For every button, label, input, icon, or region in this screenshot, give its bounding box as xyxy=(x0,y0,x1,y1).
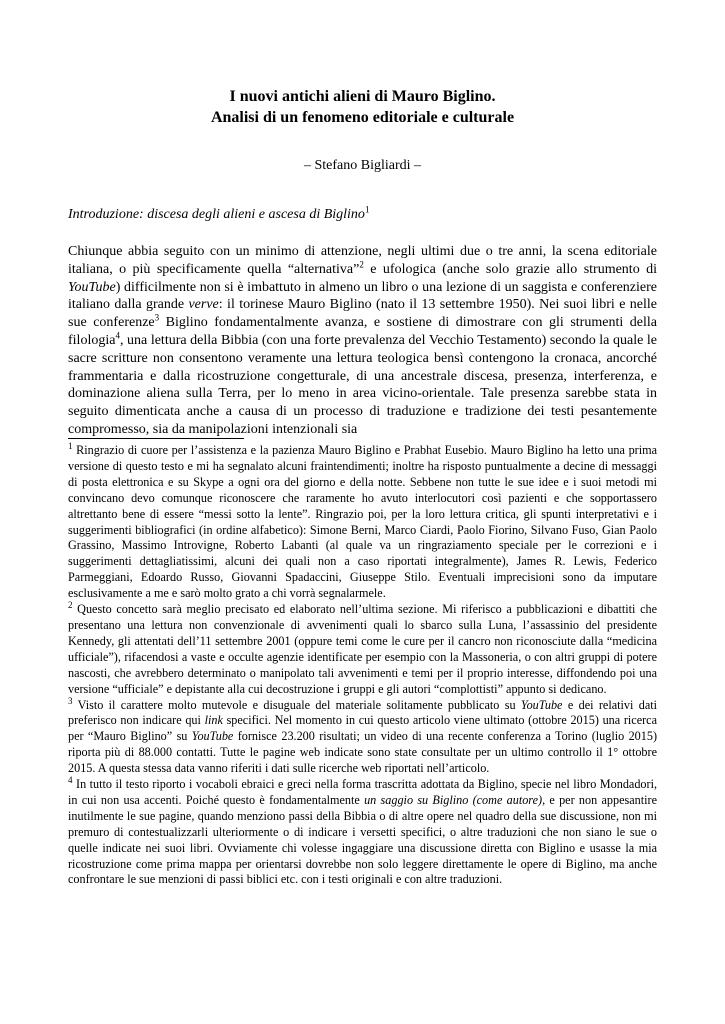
section-heading-text: Introduzione: discesa degli alieni e ascesa di Biglino xyxy=(68,207,365,222)
footnote-ref-2: 2 xyxy=(359,259,364,270)
footnote-text: Questo concetto sarà meglio precisato ed elaborato nell’ultima sezione. Mi riferisco a pubblicazioni e dibattiti che presentano una lettura non convenzionale di avvenimenti quali lo sbarco sulla Luna, l’assassinio del presidente Kennedy, gli attentati dell’11 settembre 2001 (oppure temi come le cure per il cancro non riconosciute dalla “medicina ufficiale”), rifacendosi a vaste e occulte agenzie identificate per esempio con la Massoneria, o con altri gruppi di potere nascosti, che avrebbero determinato o manipolato tali avvenimenti e temi per il proprio interesse, diffondendo poi una versione “ufficiale” e depistante alla cui decostruzione i gruppi e gli autori “complottisti” appunto si dedicano. xyxy=(68,602,657,696)
footnote-italic: un saggio su Biglino (come autore) xyxy=(364,792,543,807)
body-text: e ufologica (anche solo grazie allo strumento di xyxy=(363,261,657,277)
body-italic: verve xyxy=(188,297,219,313)
title-line-2: Analisi di un fenomeno editoriale e culturale xyxy=(210,109,515,126)
footnote-separator xyxy=(68,438,244,439)
footnote-2 xyxy=(68,602,657,697)
body-text: Biglino fondamentalmente avanza, e sostiene di dimostrare con gli strumenti della filologia xyxy=(68,315,657,348)
footnote-text: Visto il carattere molto mutevole e disuguale del materiale solitamente pubblicato su xyxy=(72,697,521,712)
footnote-number: 1 xyxy=(68,440,73,451)
footnote-text: , e per non appesantire inutilmente le sue pagine, quando menziono passi della Bibbia o di altre opere nel quadro della sue discussione, non mi premuro di contestualizzarli ulteriormente o di indicare i versetti specifici, o altre traduzioni che non siano le sue o quelle indicate nei suoi libri. Ovviamente chi volesse ingaggiare una discussione diretta con Biglino e usasse la mia ricostruzione come prima mappa per orientarsi dovrebbe non solo leggere direttamente le opere di Biglino, ma anche confrontare le sue menzioni di passi biblici etc. con i testi originali e con altre traduzioni. xyxy=(68,792,657,887)
author-line: – Stefano Bigliardi – xyxy=(303,158,422,173)
footnote-text: specifici. Nel momento in cui questo articolo viene ultimato (ottobre 2015) una ricerca per “Mauro Biglino” su xyxy=(68,713,657,744)
footnote-ref-3: 3 xyxy=(154,312,160,323)
footnote-number: 4 xyxy=(68,774,73,785)
footnote-ref-1: 1 xyxy=(364,204,370,215)
footnote-italic: YouTube xyxy=(520,697,563,712)
section-heading xyxy=(68,206,668,224)
footnote-text: e dei relativi dati preferisco non indicare qui xyxy=(68,697,658,728)
body-text: Chiunque abbia seguito con un minimo di attenzione, negli ultimi due o tre anni, la scena editoriale italiana, o più specificamente quella “alternativa” xyxy=(68,244,657,277)
footnote-number: 2 xyxy=(68,600,73,610)
footnote-3 xyxy=(68,695,658,778)
footnote-1 xyxy=(68,440,657,602)
paper-title xyxy=(60,86,665,128)
footnote-italic: YouTube xyxy=(191,729,234,744)
body-paragraph xyxy=(68,243,657,439)
body-text: , una lettura della Bibbia (con una forte prevalenza del Vecchio Testamento) secondo la quale le sacre scritture non consentono veramente una lettura teologica bensì contengono la cronaca, ancorché frammentaria e dalla ricostruzione congetturale, di una ancestrale discesa, presenza, interferenza, e dominazione aliena sulla Terra, per lo meno in area vicino-orientale. Tale presenza sarebbe stata in seguito dimenticata anche a causa di un processo di traduzione e tradizione dei testi pesantemente compromesso, sia da manipolazioni intenzionali sia xyxy=(68,332,657,437)
body-text: ) difficilmente non si è imbattuto in almeno un libro o una lezione di un saggista e conferenziere italiano dalla grande xyxy=(68,279,657,313)
footnote-4 xyxy=(68,774,657,888)
footnote-number: 3 xyxy=(68,695,73,706)
footnotes xyxy=(68,440,658,888)
title-line-1: I nuovi antichi alieni di Mauro Biglino. xyxy=(229,88,496,105)
footnote-text: fornisce 23.200 risultati; un video di una recente conferenza a Torino (luglio 2015) riporta più di 88.000 contatti. Tutte le pagine web indicate sono state consultate per un ultimo controllo il 1° ottobre 2015. A questa stessa data vanno riferiti i dati sulle ricerche web riportati nell’articolo. xyxy=(68,729,657,776)
footnote-ref-4: 4 xyxy=(115,330,120,341)
body-italic: YouTube xyxy=(68,279,116,295)
body-text: : il torinese Mauro Biglino (nato il 13 settembre 1950). Nei suoi libri e nelle sue conferenze xyxy=(68,297,657,331)
footnote-italic: link xyxy=(204,713,223,728)
footnote-text: Ringrazio di cuore per l’assistenza e la pazienza Mauro Biglino e Prabhat Eusebio. Mauro Biglino ha letto una prima versione di questo testo e mi ha segnalato alcuni fraintendimenti; inoltre ha risposto puntualmente a decine di messaggi di posta elettronica e su Skype a ogni ora del giorno e della notte. Sebbene non tutte le sue idee e i suoi metodi mi convincano devo comunque riconoscere che raramente ho avuto interlocutori così pazienti e che sopportassero altrettanto bene di essere “messi sotto la lente”. Ringrazio poi, per la loro lettura critica, gli spunti interpretativi e i suggerimenti bibliografici (in ordine alfabetico): Simone Berni, Marco Ciardi, Paolo Fiorino, Silvano Fuso, Gian Paolo Grassino, Massimo Introvigne, Roberto Labanti (al quale va un ringraziamento speciale per le correzioni e i suggerimenti dettagliatissimi, alcuni dei quali non a caso riportati integralmente), James R. Lewis, Federico Parmeggiani, Edoardo Russo, Giovanni Spadaccini, Giuseppe Stilo. Eventuali imprecisioni sono da imputare esclusivamente a me e sarò molto grato a chi vorrà segnalarmele. xyxy=(68,443,657,601)
footnote-text: In tutto il testo riporto i vocaboli ebraici e greci nella forma trascritta adottata da Biglino, specie nel libro Mondadori, in cui non usa accenti. Poiché questo è fondamentalmente xyxy=(68,777,657,807)
